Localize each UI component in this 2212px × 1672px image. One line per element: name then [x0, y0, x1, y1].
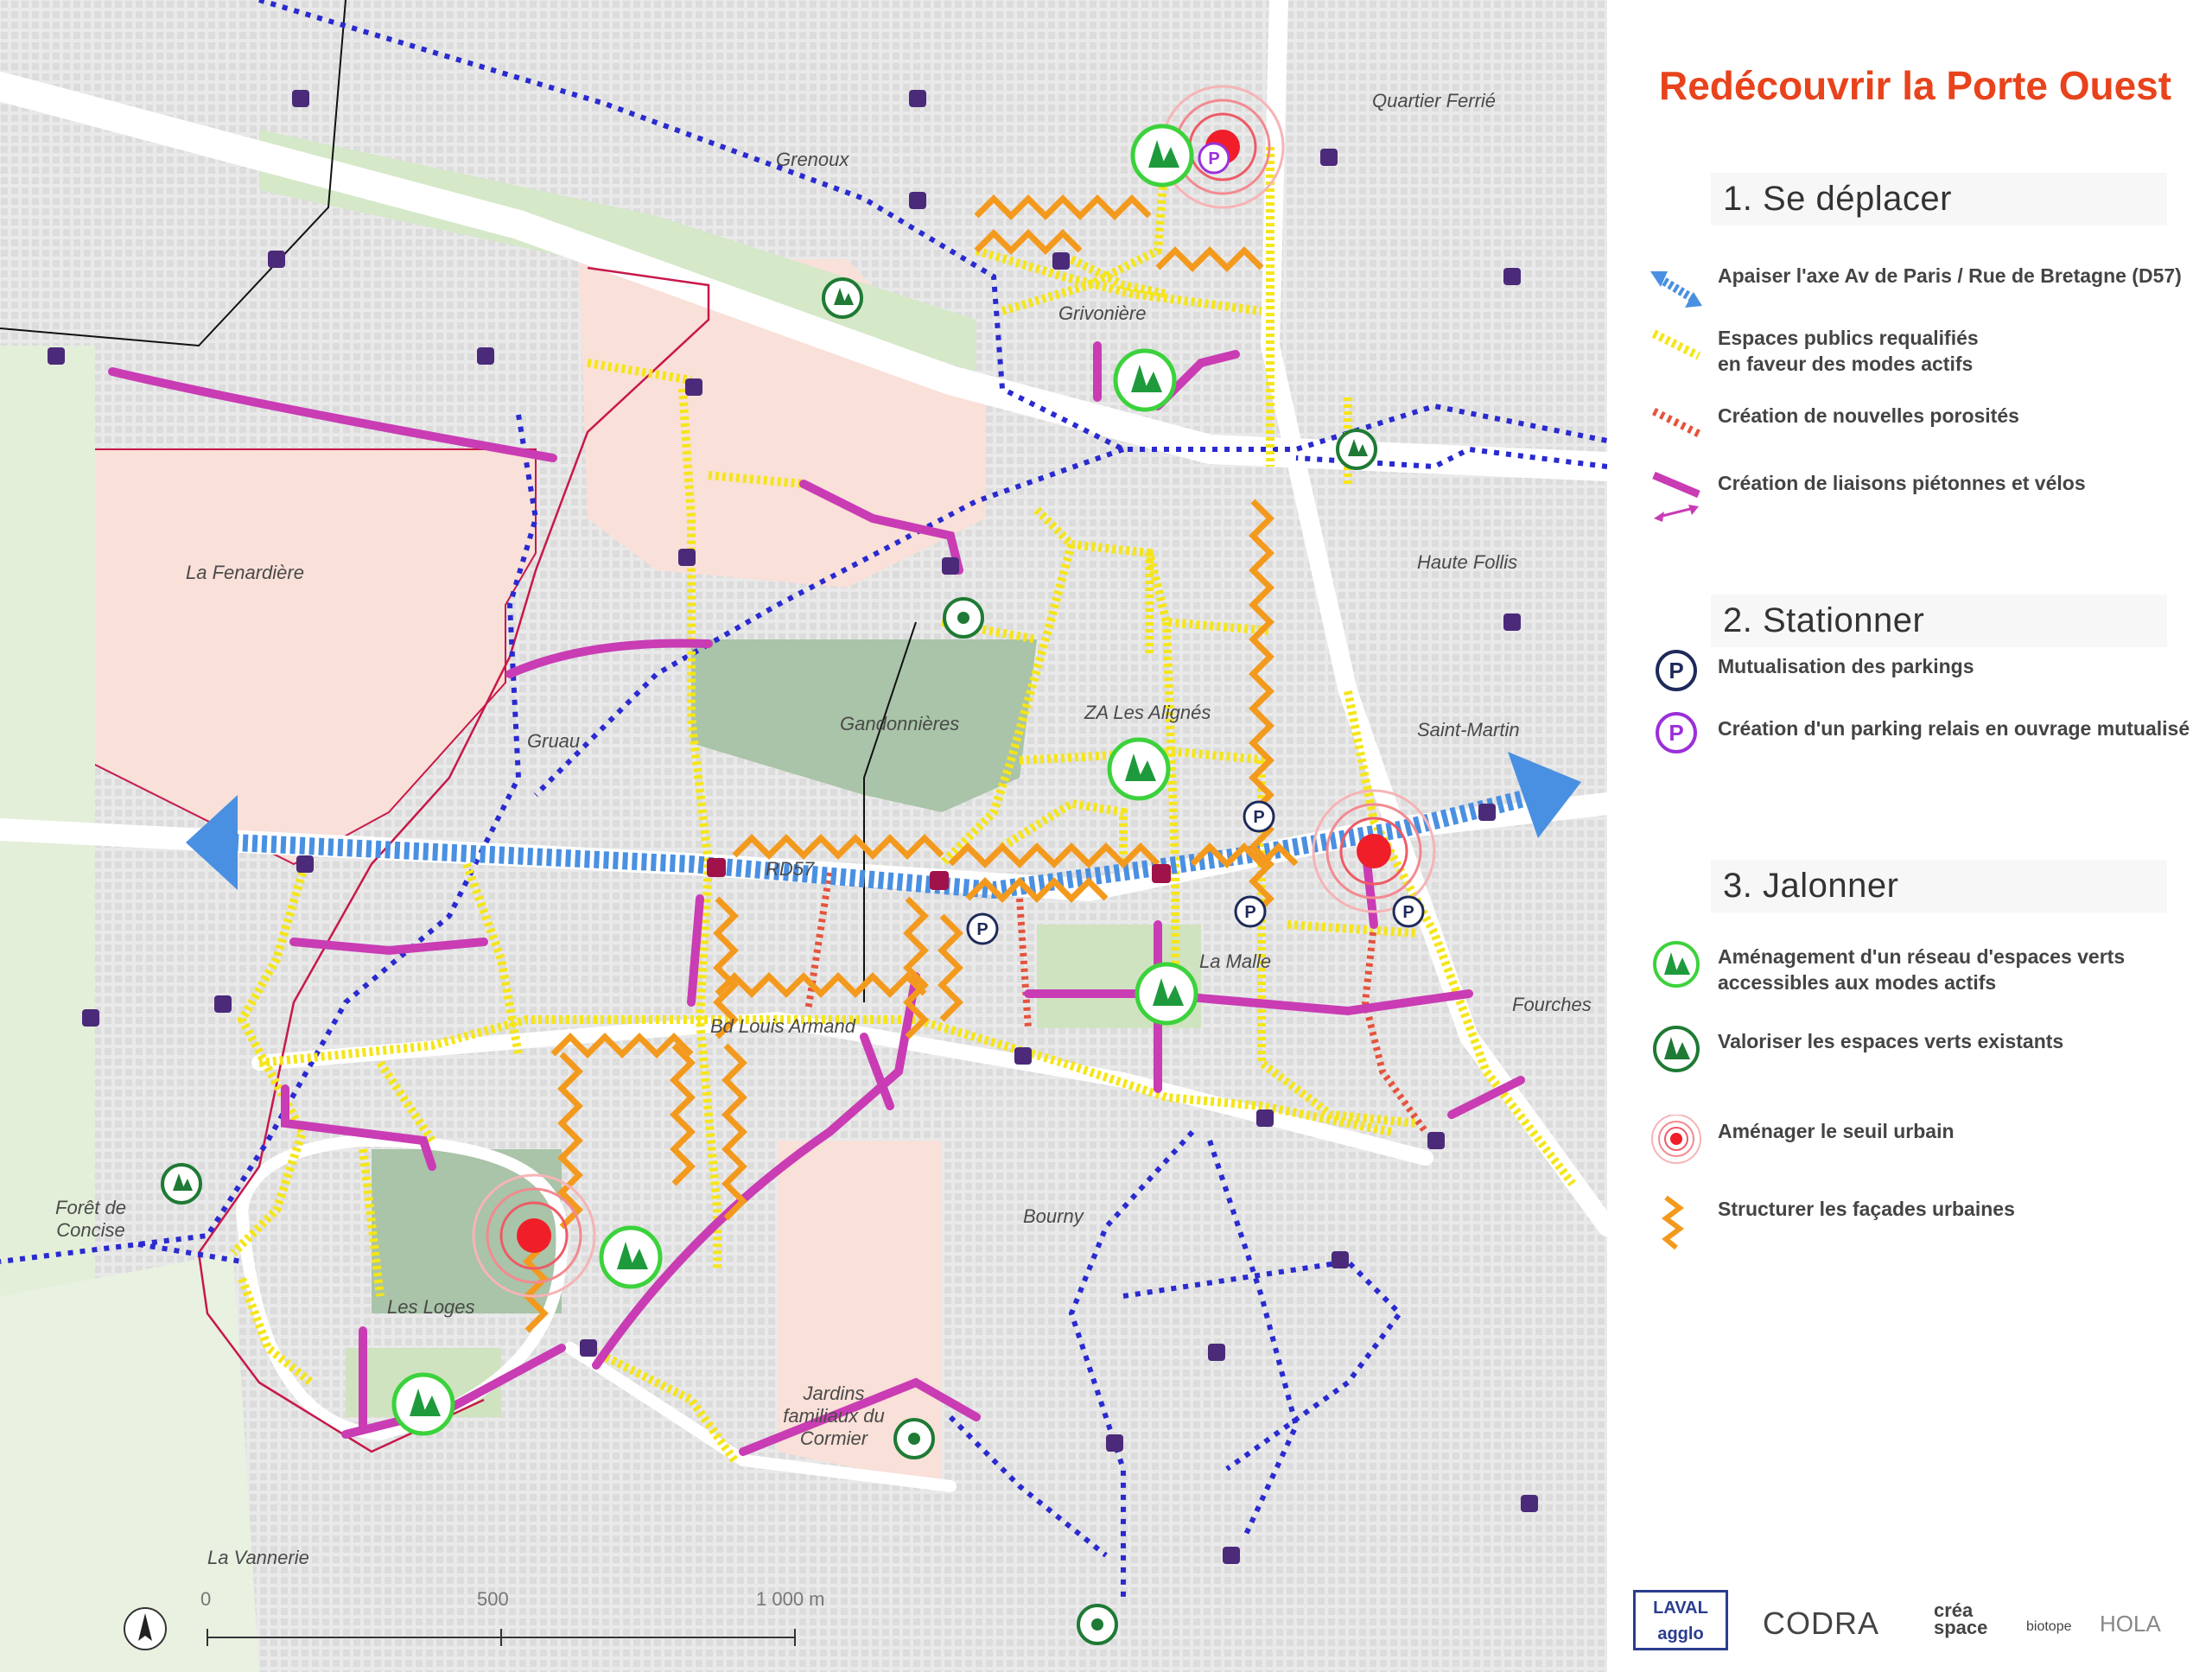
- legend-label: Apaiser l'axe Av de Paris / Rue de Bretagne (D57): [1718, 264, 2182, 287]
- trees-dark-icon: [1642, 1025, 1711, 1085]
- legend-item-mutualisation: [1607, 650, 2212, 710]
- trees-icon: [1137, 964, 1196, 1023]
- svg-text:P: P: [1253, 808, 1265, 827]
- place-label: Grivonière: [1058, 302, 1147, 324]
- scale-tick-500: 500: [477, 1588, 509, 1610]
- svg-text:P: P: [1669, 720, 1684, 746]
- place-label: La Fenardière: [186, 562, 304, 583]
- section-heading-stationner: 2. Stationner: [1711, 594, 2167, 647]
- svg-text:P: P: [976, 920, 988, 939]
- red-dashed-line-icon: [1642, 399, 1711, 460]
- svg-text:P: P: [1402, 903, 1414, 922]
- place-label: Bd Louis Armand: [710, 1015, 855, 1037]
- double-arrow-blue-icon: [1642, 259, 1711, 320]
- partner-logos: [1633, 1581, 2186, 1659]
- place-label: Gandonnières: [840, 713, 960, 734]
- legend-item-porosites: [1607, 399, 2212, 460]
- legend-item-espaces-publics: [1607, 321, 2212, 382]
- parking-purple-icon: [1642, 712, 1711, 772]
- legend-label: Espaces publics requalifiés en faveur des modes actifs: [1718, 327, 1979, 375]
- parking-dark-icon: [1642, 650, 1711, 710]
- place-label: Gruau: [527, 730, 581, 752]
- trees-icon: [1133, 126, 1192, 185]
- legend-item-facades: [1607, 1192, 2212, 1253]
- legend-item-axe: [1607, 259, 2212, 320]
- yellow-dashed-line-icon: [1642, 321, 1711, 382]
- legend-item-reseau-verts: [1607, 940, 2212, 1001]
- trees-icon: [394, 1375, 453, 1434]
- svg-text:P: P: [1208, 149, 1220, 168]
- legend-item-seuil: [1607, 1115, 2212, 1175]
- legend-label: Création de liaisons piétonnes et vélos: [1718, 472, 2086, 494]
- legend-label: Création d'un parking relais en ouvrage mutualisé: [1718, 717, 2190, 740]
- place-label: ZA Les Alignés: [1084, 702, 1211, 723]
- scale-tick-1000: 1 000 m: [756, 1588, 825, 1610]
- logo-hola: HOLA: [2100, 1611, 2161, 1637]
- logo-crea-space: créa space: [1934, 1599, 1988, 1638]
- place-label: Les Loges: [387, 1296, 475, 1318]
- place-label: Forêt de Concise: [55, 1197, 126, 1241]
- place-label: Saint-Martin: [1417, 719, 1520, 741]
- legend-item-parking-relais: [1607, 712, 2212, 772]
- place-label: Jardins familiaux du Cormier: [783, 1383, 885, 1449]
- place-label: Fourches: [1512, 994, 1592, 1015]
- trees-icon: [1116, 351, 1174, 410]
- legend-label: Mutualisation des parkings: [1718, 655, 1974, 677]
- legend-title: Redécouvrir la Porte Ouest: [1659, 63, 2172, 108]
- legend-label: Valoriser les espaces verts existants: [1718, 1030, 2064, 1052]
- legend-item-valoriser: [1607, 1025, 2212, 1085]
- logo-laval-agglo: LAVAL agglo: [1633, 1590, 1728, 1650]
- north-arrow: [124, 1608, 166, 1650]
- section-heading-deplacer: 1. Se déplacer: [1711, 173, 2167, 226]
- zone-forest: [0, 1253, 259, 1672]
- place-label: Grenoux: [776, 149, 849, 170]
- place-label: RD57: [766, 858, 815, 880]
- legend-label: Aménagement d'un réseau d'espaces verts accessibles aux modes actifs: [1718, 945, 2126, 994]
- place-label: La Malle: [1199, 950, 1272, 972]
- logo-codra: CODRA: [1763, 1605, 1880, 1641]
- section-heading-jalonner: 3. Jalonner: [1711, 860, 2167, 912]
- legend-label: Création de nouvelles porosités: [1718, 404, 2019, 427]
- place-label: Haute Follis: [1417, 551, 1518, 573]
- place-label: Quartier Ferrié: [1372, 90, 1497, 111]
- logo-biotope: biotope: [2026, 1619, 2072, 1634]
- place-label: Bourny: [1023, 1205, 1084, 1227]
- svg-text:P: P: [1244, 903, 1256, 922]
- urban-threshold-icon: [1642, 1115, 1711, 1175]
- legend-label: Structurer les façades urbaines: [1718, 1198, 2015, 1220]
- legend-panel: [1607, 0, 2212, 1672]
- svg-text:P: P: [1669, 658, 1684, 683]
- trees-icon: [601, 1228, 660, 1287]
- legend-item-liaisons: [1607, 467, 2212, 527]
- scale-tick-0: 0: [200, 1588, 212, 1610]
- trees-bright-icon: [1642, 940, 1711, 1001]
- trees-icon: [1109, 740, 1168, 798]
- pink-line-icon: [1642, 467, 1711, 527]
- legend-label: Aménager le seuil urbain: [1718, 1120, 1955, 1142]
- zigzag-icon: [1642, 1192, 1711, 1253]
- place-label: La Vannerie: [207, 1547, 309, 1568]
